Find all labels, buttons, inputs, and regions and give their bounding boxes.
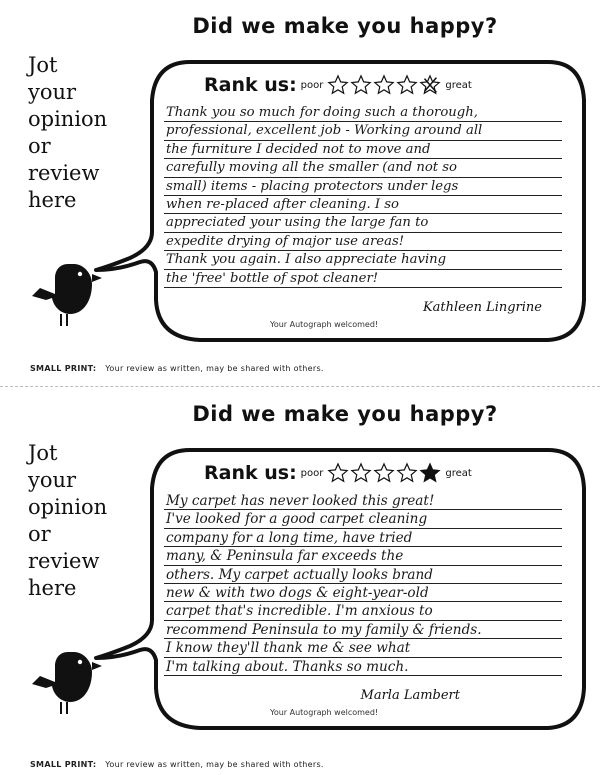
star-icon[interactable] xyxy=(327,462,349,484)
star-icon[interactable] xyxy=(327,74,349,96)
star-icon[interactable] xyxy=(396,462,418,484)
rank-poor-label: poor xyxy=(300,79,324,91)
review-line: new & with two dogs & eight-year-old xyxy=(164,584,562,602)
jot-line: review xyxy=(28,161,100,185)
review-line: My carpet has never looked this great! xyxy=(164,492,562,510)
rank-great-label: great xyxy=(445,79,472,91)
review-line: expedite drying of major use areas! xyxy=(164,233,562,251)
jot-line: here xyxy=(28,576,77,600)
review-line: carpet that's incredible. I'm anxious to xyxy=(164,602,562,620)
review-card-1 xyxy=(0,0,600,387)
star-filled-icon[interactable] xyxy=(419,462,441,484)
jot-line: your xyxy=(28,468,77,492)
rank-label: Rank us: xyxy=(204,74,297,96)
star-icon[interactable] xyxy=(396,74,418,96)
small-print-label: SMALL PRINT: xyxy=(30,760,97,769)
review-text xyxy=(164,104,562,288)
bird-icon xyxy=(30,650,102,716)
card-divider xyxy=(0,386,600,387)
rank-row xyxy=(204,72,476,98)
review-line: Thank you so much for doing such a thorough, xyxy=(164,104,562,122)
rank-poor-label: poor xyxy=(300,467,324,479)
review-line: I'm talking about. Thanks so much. xyxy=(164,658,562,676)
star-icon[interactable] xyxy=(373,462,395,484)
small-print xyxy=(30,760,324,769)
review-line: recommend Peninsula to my family & friends. xyxy=(164,621,562,639)
star-icon[interactable] xyxy=(350,74,372,96)
review-line: I know they'll thank me & see what xyxy=(164,639,562,657)
bird-icon xyxy=(30,262,102,328)
review-line: appreciated your using the large fan to xyxy=(164,214,562,232)
jot-line: or xyxy=(28,134,51,158)
jot-line: opinion xyxy=(28,495,108,519)
review-card-2 xyxy=(0,388,600,775)
rank-great-label: great xyxy=(445,467,472,479)
small-print-text: Your review as written, may be shared with others. xyxy=(105,364,324,373)
small-print-label: SMALL PRINT: xyxy=(30,364,97,373)
small-print xyxy=(30,364,324,373)
review-line: the furniture I decided not to move and xyxy=(164,141,562,159)
autograph-label: Your Autograph welcomed! xyxy=(270,320,379,329)
rank-label: Rank us: xyxy=(204,462,297,484)
jot-line: Jot xyxy=(28,441,58,465)
review-line: when re-placed after cleaning. I so xyxy=(164,196,562,214)
jot-line: Jot xyxy=(28,53,58,77)
star-rating[interactable] xyxy=(327,462,441,484)
review-line: professional, excellent job - Working around all xyxy=(164,122,562,140)
review-line: I've looked for a good carpet cleaning xyxy=(164,510,562,528)
star-rating[interactable] xyxy=(327,74,441,96)
star-icon[interactable] xyxy=(373,74,395,96)
small-print-text: Your review as written, may be shared with others. xyxy=(105,760,324,769)
star-icon[interactable] xyxy=(350,462,372,484)
autograph-label: Your Autograph welcomed! xyxy=(270,708,379,717)
rank-row xyxy=(204,460,476,486)
jot-line: your xyxy=(28,80,77,104)
signature: Kathleen Lingrine xyxy=(422,300,542,315)
jot-line: or xyxy=(28,522,51,546)
signature: Marla Lambert xyxy=(360,688,460,703)
review-line: the 'free' bottle of spot cleaner! xyxy=(164,270,562,288)
review-line: others. My carpet actually looks brand xyxy=(164,566,562,584)
jot-line: here xyxy=(28,188,77,212)
review-line: many, & Peninsula far exceeds the xyxy=(164,547,562,565)
jot-line: review xyxy=(28,549,100,573)
star-icon[interactable] xyxy=(419,74,441,96)
review-text xyxy=(164,492,562,676)
jot-line: opinion xyxy=(28,107,108,131)
review-line: Thank you again. I also appreciate having xyxy=(164,251,562,269)
card-heading: Did we make you happy? xyxy=(192,402,498,426)
review-line: company for a long time, have tried xyxy=(164,529,562,547)
card-heading: Did we make you happy? xyxy=(192,14,498,38)
review-line: small) items - placing protectors under legs xyxy=(164,178,562,196)
review-line: carefully moving all the smaller (and not so xyxy=(164,159,562,177)
